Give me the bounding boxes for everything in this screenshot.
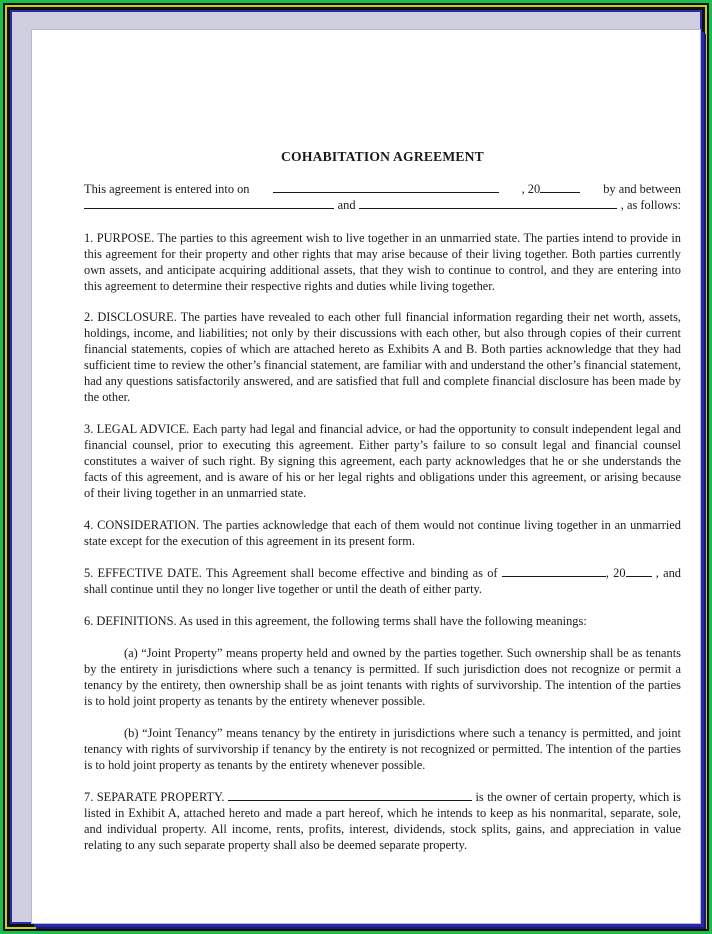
definition-joint-tenancy: (b) “Joint Tenancy” means tenancy by the entirety in jurisdictions where such a tenancy is permitted, and joint tenancy with rights of survivorship if tenancy by the entirety is not recognized or permitted. The intention of the parties is to hold joint property as tenants by the entirety whenever possible. <box>84 726 681 772</box>
document-title: COHABITATION AGREEMENT <box>281 149 484 164</box>
section-effective-date: 5. EFFECTIVE DATE. This Agreement shall become effective and binding as of , 20 , and shall continue until they no longer live together or until the death of either party. <box>84 566 681 596</box>
party-one-blank <box>84 197 334 209</box>
definition-joint-property: (a) “Joint Property” means property held and owned by the parties together. Such ownership shall be as tenants by the entirety in jurisdictions where such a tenancy is permitted. If such jurisdiction does not recognize or permit a tenancy by the entirety, then ownership shall be as joint tenants with rights of survivorship. The intention of the parties is to hold joint property as tenants by the entirety whenever possible. <box>84 646 681 708</box>
intro-text-2: , 20 <box>522 181 581 197</box>
intro-and: and <box>337 198 356 212</box>
intro-paragraph <box>84 181 681 213</box>
year-blank <box>540 181 580 193</box>
section-purpose: 1. PURPOSE. The parties to this agreement wish to live together in an unmarried state. The parties intend to provide in this agreement for their property and other rights that may arise because of their living together. Both parties currently own assets, and anticipate acquiring additional assets, that they wish to continue to control, and they are entering into this agreement to determine their respective rights and duties while living together. <box>84 231 681 293</box>
document-page <box>31 29 701 924</box>
section-consideration: 4. CONSIDERATION. The parties acknowledge that each of them would not continue living together in an unmarried state except for the execution of this agreement in its present form. <box>84 518 681 548</box>
section-definitions: 6. DEFINITIONS. As used in this agreement, the following terms shall have the following meanings: <box>84 614 587 628</box>
intro-text-1: This agreement is entered into on <box>84 182 250 196</box>
party-two-blank <box>359 197 617 209</box>
date-blank <box>273 181 499 193</box>
effective-date-blank <box>502 565 606 577</box>
section-separate-property: 7. SEPARATE PROPERTY. is the owner of certain property, which is listed in Exhibit A, attached hereto and made a part hereof, which he intends to keep as his nonmarital, separate, sole, and individual property. All income, rents, profits, interest, dividends, stock splits, gains, and appreciation in value relating to any such separate property shall also be deemed separate property. <box>84 790 681 852</box>
intro-text-3: by and between <box>603 182 681 196</box>
section-disclosure: 2. DISCLOSURE. The parties have revealed to each other full financial information regarding their net worth, assets, holdings, income, and liabilities; not only by their discussions with each other, but also through copies of their current financial statements, copies of which are attached hereto as Exhibits A and B. Both parties acknowledge that they had sufficient time to review the other’s financial statement, are familiar with and understand the other’s financial statement, had any questions satisfactorily answered, and are satisfied that full and complete financial disclosure has been made by the other. <box>84 310 681 404</box>
inner-frame <box>10 10 702 924</box>
intro-as-follows: , as follows: <box>620 198 681 212</box>
section-legal-advice: 3. LEGAL ADVICE. Each party had legal and financial advice, or had the opportunity to consult independent legal and financial counsel, prior to executing this agreement. Either party’s failure to so consult legal and financial counsel constitutes a waiver of such right. By signing this agreement, each party acknowledges that he or she understands the facts of this agreement, and is aware of his or her legal rights and obligations under this agreement, or arising because of their living together in an unmarried state. <box>84 422 681 500</box>
intro-line-1 <box>84 181 681 197</box>
owner-blank <box>228 789 472 801</box>
intro-line-2 <box>84 197 681 213</box>
effective-year-blank <box>626 565 652 577</box>
